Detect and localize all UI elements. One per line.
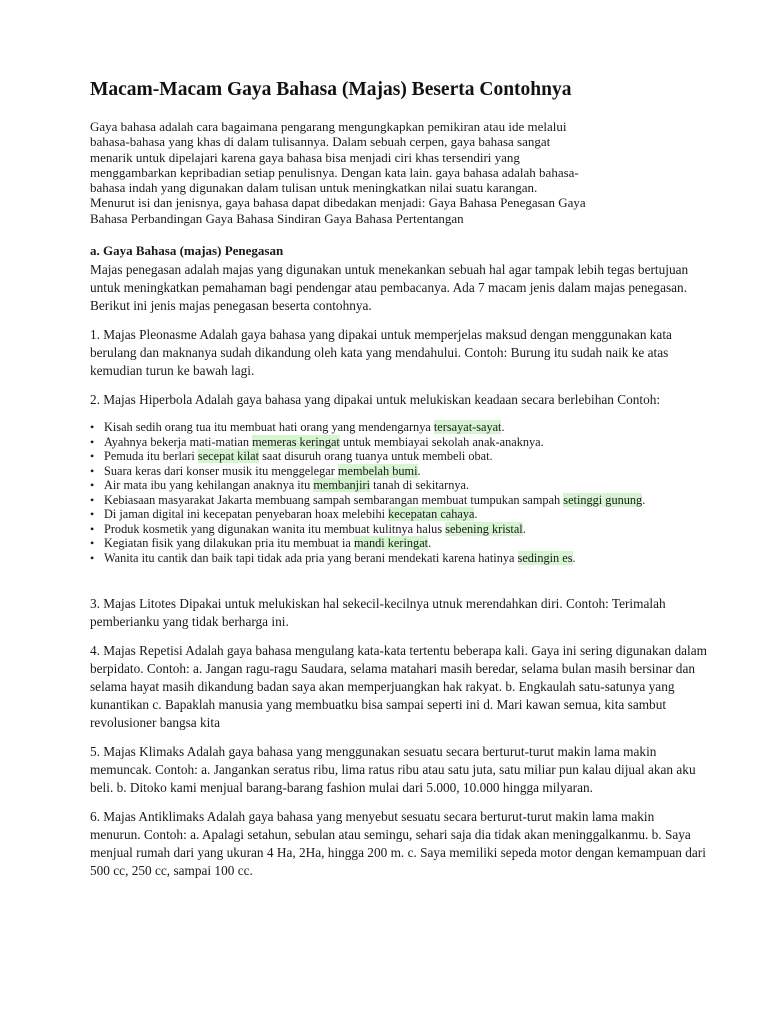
list-item: • Kebiasaan masyarakat Jakarta membuang sampah sembarangan membuat tumpukan sampah setinggi gunung. (90, 493, 708, 508)
intro-line: Menurut isi dan jenisnya, gaya bahasa dapat dibedakan menjadi: Gaya Bahasa Penegasan Gaya (90, 195, 586, 211)
item-antiklimaks: 6. Majas Antiklimaks Adalah gaya bahasa yang menyebut sesuatu secara berturut-turut makin lama makin menurun. Contoh: a. Apalagi setahun, sebulan atau semingu, sehari saja dia tidak akan meninggalkanmu. b. Saya menjual rumah dari yang ukuran 4 Ha, 2Ha, hingga 200 m. c. Saya memiliki sepeda motor dengan kemampuan dari 500 cc, 250 cc, sampai 100 cc. (90, 809, 706, 879)
list-item: • Kisah sedih orang tua itu membuat hati orang yang mendengarnya tersayat-sayat. (90, 420, 708, 435)
highlighted-phrase: membelah bumi (337, 463, 418, 478)
intro-line: Gaya bahasa adalah cara bagaimana pengarang mengungkapkan pemikiran atau ide melalui (90, 119, 567, 134)
item-pleonasme: 1. Majas Pleonasme Adalah gaya bahasa yang dipakai untuk memperjelas maksud dengan menggunakan kata berulang dan maknanya sudah dikandung oleh kata yang mendahului. Contoh: Burung itu sudah naik ke atas kemudian turun ke bawah lagi. (90, 327, 672, 379)
item-repetisi: 4. Majas Repetisi Adalah gaya bahasa mengulang kata-kata tertentu beberapa kali. Gaya ini sering digunakan dalam berpidato. Contoh: a. Jangan ragu-ragu Saudara, selama matahari masih beredar, selama bulan masih bersinar dan selama hayat masih dikandung badan saya akan memperjuangkan hak rakyat. b. Engkaulah satu-satunya yang kunantikan c. Bapaklah manusia yang membuatku bisa sampai seperti ini d. Mari kawan semua, kita sambut revolusioner bangsa kita (90, 643, 707, 731)
highlighted-phrase: tersayat-sayat (433, 420, 502, 435)
list-item: • Kegiatan fisik yang dilakukan pria itu membuat ia mandi keringat. (90, 536, 708, 551)
highlighted-phrase: setinggi gunung (563, 492, 643, 507)
section-a-description: Majas penegasan adalah majas yang digunakan untuk menekankan sebuah hal agar tampak lebih tegas bertujuan untuk meningkatkan pemahaman bagi pendengar atau pembacanya. Ada 7 macam jenis dalam majas penegasan. Berikut ini jenis majas penegasan beserta contohnya. (90, 262, 689, 314)
item-klimaks: 5. Majas Klimaks Adalah gaya bahasa yang menggunakan sesuatu secara berturut-turut makin lama makin memuncak. Contoh: a. Jangankan seratus ribu, lima ratus ribu atau satu juta, satu miliar pun kalau dijual akan aku beli. b. Ditoko kami menjual barang-barang fashion mulai dari 5.000, 10.000 hingga milyaran. (90, 744, 696, 796)
highlighted-phrase: membanjiri (313, 478, 371, 493)
document-title: Macam-Macam Gaya Bahasa (Majas) Beserta Contohnya (90, 79, 572, 100)
list-item: • Wanita itu cantik dan baik tapi tidak ada pria yang berani mendekati karena hatinya sedingin es. (90, 551, 708, 566)
list-item: • Pemuda itu berlari secepat kilat saat disuruh orang tuanya untuk membeli obat. (90, 449, 708, 464)
list-item: • Air mata ibu yang kehilangan anaknya itu membanjiri tanah di sekitarnya. (90, 478, 708, 493)
highlighted-phrase: memeras keringat (252, 434, 340, 449)
hiperbola-examples-list (90, 420, 708, 565)
list-item: • Suara keras dari konser musik itu menggelegar membelah bumi. (90, 464, 708, 479)
highlighted-phrase: secepat kilat (197, 449, 260, 464)
highlighted-phrase: mandi keringat (353, 536, 429, 551)
intro-line: bahasa-bahasa yang khas di dalam tulisannya. Dalam sebuah cerpen, gaya bahasa sangat (90, 134, 551, 150)
list-item: • Produk kosmetik yang digunakan wanita itu membuat kulitnya halus sebening kristal. (90, 522, 708, 537)
list-item: • Di jaman digital ini kecepatan penyebaran hoax melebihi kecepatan cahaya. (90, 507, 708, 522)
intro-line: Bahasa Perbandingan Gaya Bahasa Sindiran Gaya Bahasa Pertentangan (90, 210, 464, 226)
section-a-heading: a. Gaya Bahasa (majas) Penegasan (90, 243, 284, 259)
highlighted-phrase: sebening kristal (445, 521, 523, 536)
highlighted-phrase: kecepatan cahaya (388, 507, 475, 522)
item-hiperbola: 2. Majas Hiperbola Adalah gaya bahasa yang dipakai untuk melukiskan keadaan secara berlebihan Contoh: (90, 392, 661, 408)
intro-line: bahasa indah yang digunakan dalam tulisan untuk meningkatkan nilai suatu karangan. (90, 180, 538, 196)
intro-paragraph (90, 119, 708, 226)
intro-line: menggambarkan kepribadian setiap penulisnya. Dengan kata lain. gaya bahasa adalah bahasa- (90, 164, 579, 180)
item-litotes: 3. Majas Litotes Dipakai untuk melukiskan hal sekecil-kecilnya utnuk merendahkan diri. Contoh: Terimalah pemberianku yang tidak berharga ini. (90, 596, 666, 630)
highlighted-phrase: sedingin es (517, 550, 573, 565)
list-item: • Ayahnya bekerja mati-matian memeras keringat untuk membiayai sekolah anak-anaknya. (90, 435, 708, 450)
intro-line: menarik untuk dipelajari karena gaya bahasa bisa menjadi ciri khas tersendiri yang (90, 149, 520, 165)
